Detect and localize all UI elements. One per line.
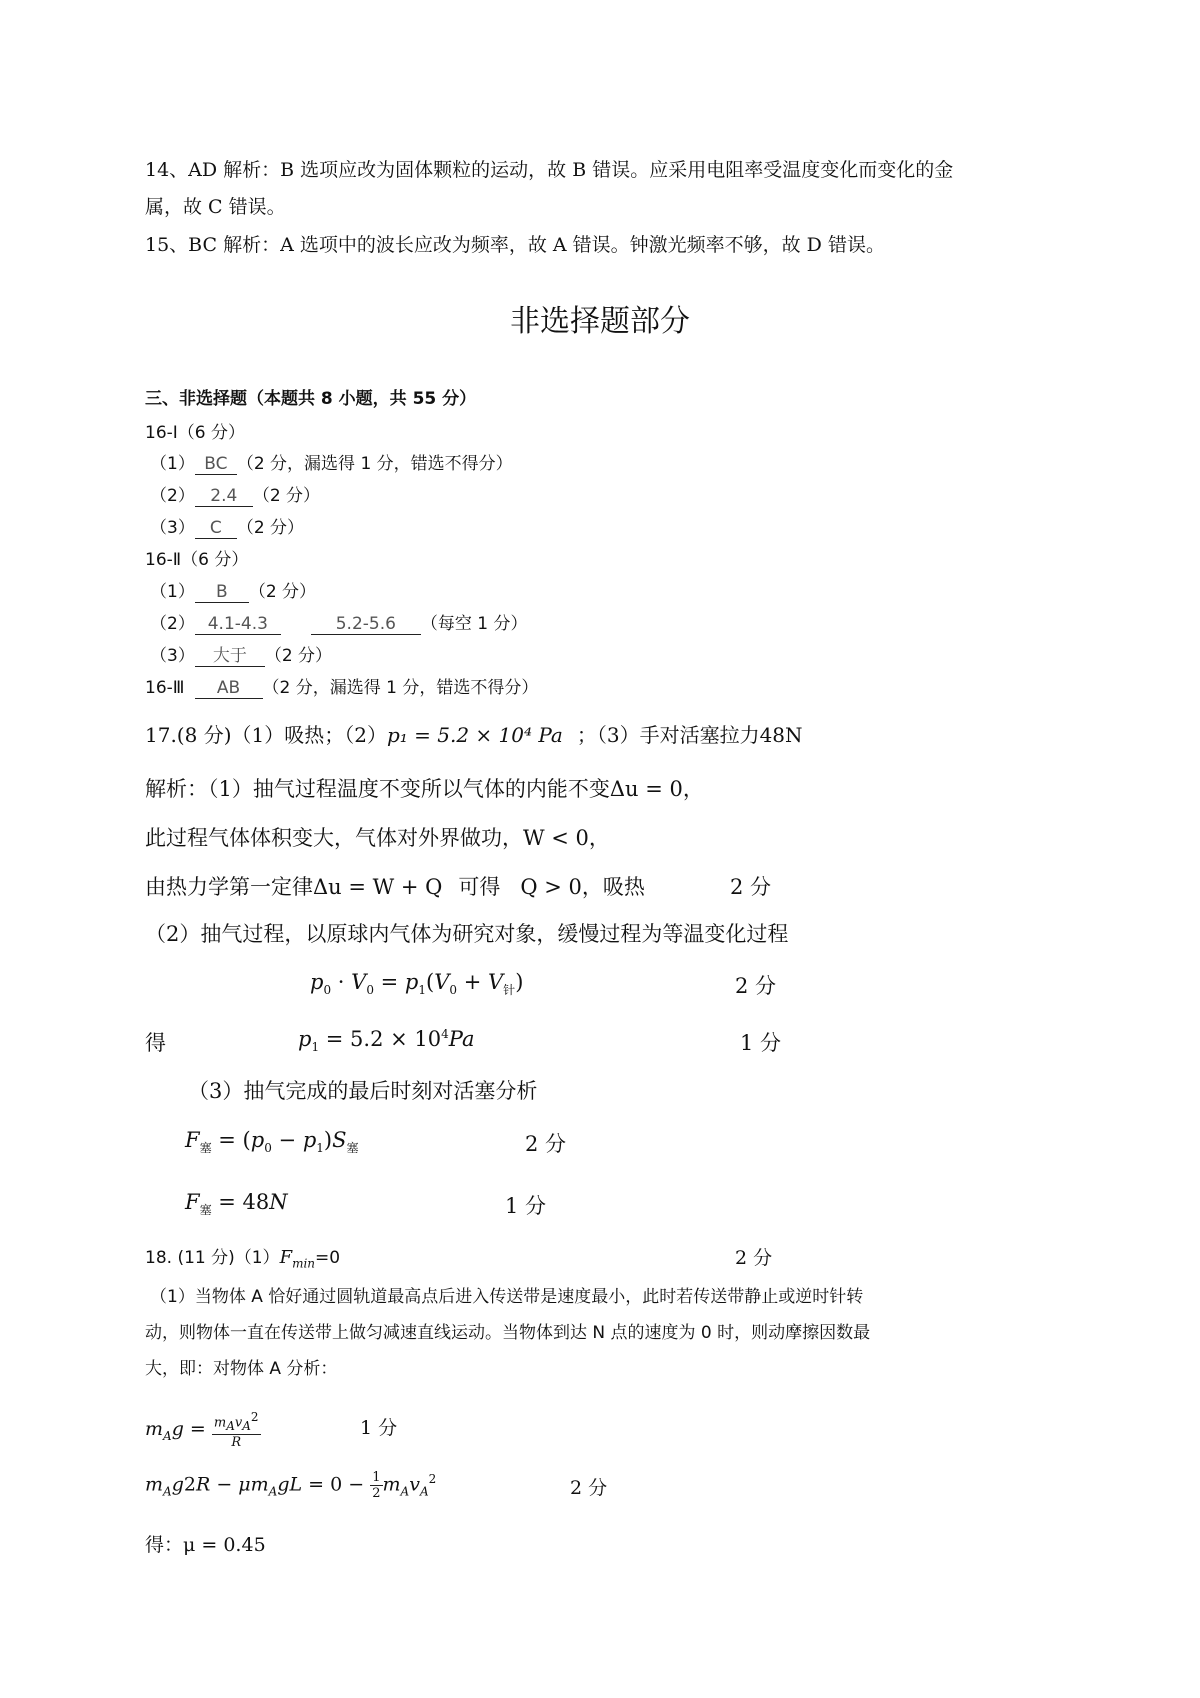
q17-sol-line2: 此过程气体体积变大，气体对外界做功，W < 0， — [145, 826, 610, 850]
answer-blank: 大于 — [195, 641, 265, 667]
answer-blank: B — [195, 582, 249, 603]
q17-de-label: 得 — [145, 1031, 166, 1055]
q18-para-line1: （1）当物体 A 恰好通过圆轨道最高点后进入传送带是速度最小，此时若传送带静止或逆时针转 — [150, 1287, 864, 1307]
q17-score: 1 分 — [740, 1031, 782, 1055]
q17-score: 2 分 — [730, 875, 772, 899]
part3-heading: 三、非选择题（本题共 8 小题，共 55 分） — [145, 389, 477, 409]
q18-head: 18. (11 分)$(1)F_{min}=0$ — [145, 1247, 341, 1271]
answer-blank: 5.2-5.6 — [311, 614, 421, 635]
section-title: 非选择题部分 — [510, 304, 690, 339]
answer-blank: C — [195, 518, 237, 539]
q18-score: 1 分 — [360, 1417, 398, 1439]
q17-sol-line1: 解析：（1）抽气过程温度不变所以气体的内能不变Δu = 0， — [145, 777, 704, 801]
q17-score: 2 分 — [735, 974, 777, 998]
answer-blank: 2.4 — [195, 486, 253, 507]
q18-result: 得：μ = 0.45 — [145, 1534, 266, 1556]
q16-2-item2: （2） 4.1-4.3 5.2-5.6 （每空 1 分） — [150, 614, 528, 634]
q17-sol-line4: （2）抽气过程，以原球内气体为研究对象，缓慢过程为等温变化过程 — [145, 922, 789, 946]
q18-para-line3: 大，即：对物体 A 分析： — [145, 1359, 338, 1379]
q18-score: 2 分 — [570, 1477, 608, 1499]
answer-blank: 4.1-4.3 — [195, 614, 281, 635]
q18-eq-centripetal: $m_Ag$ = $\frac{m_Av_A^2}{R}$ — [145, 1410, 259, 1450]
q16-2-label: 16-Ⅱ（6 分） — [145, 550, 249, 570]
q18-para-line2: 动，则物体一直在传送带上做匀减速直线运动。当物体到达 N 点的速度为 0 时，则动摩擦因数最 — [145, 1323, 871, 1343]
q16-2-item1: （1） B （2 分） — [150, 582, 317, 602]
q15-line: 15、BC 解析：A 选项中的波长应改为频率，故 A 错误。钟激光频率不够，故 D 错误。 — [145, 234, 885, 256]
q14-line2: 属，故 C 错误。 — [145, 196, 286, 218]
q16-2-item3: （3） 大于 （2 分） — [150, 641, 332, 667]
q14-line1: 14、AD 解析：B 选项应改为固体颗粒的运动，故 B 错误。应采用电阻率受温度变化而变化的金 — [145, 159, 954, 181]
pressure-result: p₁ = 5.2 × 10⁴ Pa — [386, 723, 563, 747]
q17-eq-force-result: $F_塞 = 48N$ — [185, 1190, 288, 1218]
q17-eq-boyle: $p_0 \cdot V_0 = p_1(V_0 + V_针)$ — [310, 970, 524, 998]
q18-eq-energy: $m_Ag2R - \mu m_AgL = 0$ − $\frac{1}{2}$ $m_Av_A^2$ — [145, 1470, 437, 1501]
q17-eq-force: $F_塞 = (p_0 - p_1)S_塞$ — [185, 1128, 359, 1156]
q16-1-item3: （3） C （2 分） — [150, 518, 305, 538]
answer-blank: AB — [195, 678, 263, 699]
q16-3: 16-Ⅲ AB （2 分，漏选得 1 分，错选不得分） — [145, 678, 539, 698]
q16-1-item1: （1） BC （2 分，漏选得 1 分，错选不得分） — [150, 454, 513, 474]
q17-score: 1 分 — [505, 1194, 547, 1218]
q18-score: 2 分 — [735, 1247, 773, 1269]
q17-score: 2 分 — [525, 1132, 567, 1156]
q17-summary: 17.(8 分)（1）吸热；（2）p₁ = 5.2 × 10⁴ Pa ；（3）手对活塞拉力48N — [145, 723, 803, 747]
q17-eq-p1: $p_1 = 5.2 \times 10^4Pa$ — [298, 1027, 475, 1055]
answer-blank: BC — [195, 454, 237, 475]
q17-sol-line5: （3）抽气完成的最后时刻对活塞分析 — [188, 1079, 538, 1103]
q16-1-item2: （2） 2.4 （2 分） — [150, 486, 321, 506]
q17-sol-line3: 由热力学第一定律Δu = W + Q 可得 Q > 0，吸热 — [145, 875, 645, 899]
q16-1-label: 16-Ⅰ（6 分） — [145, 423, 245, 443]
